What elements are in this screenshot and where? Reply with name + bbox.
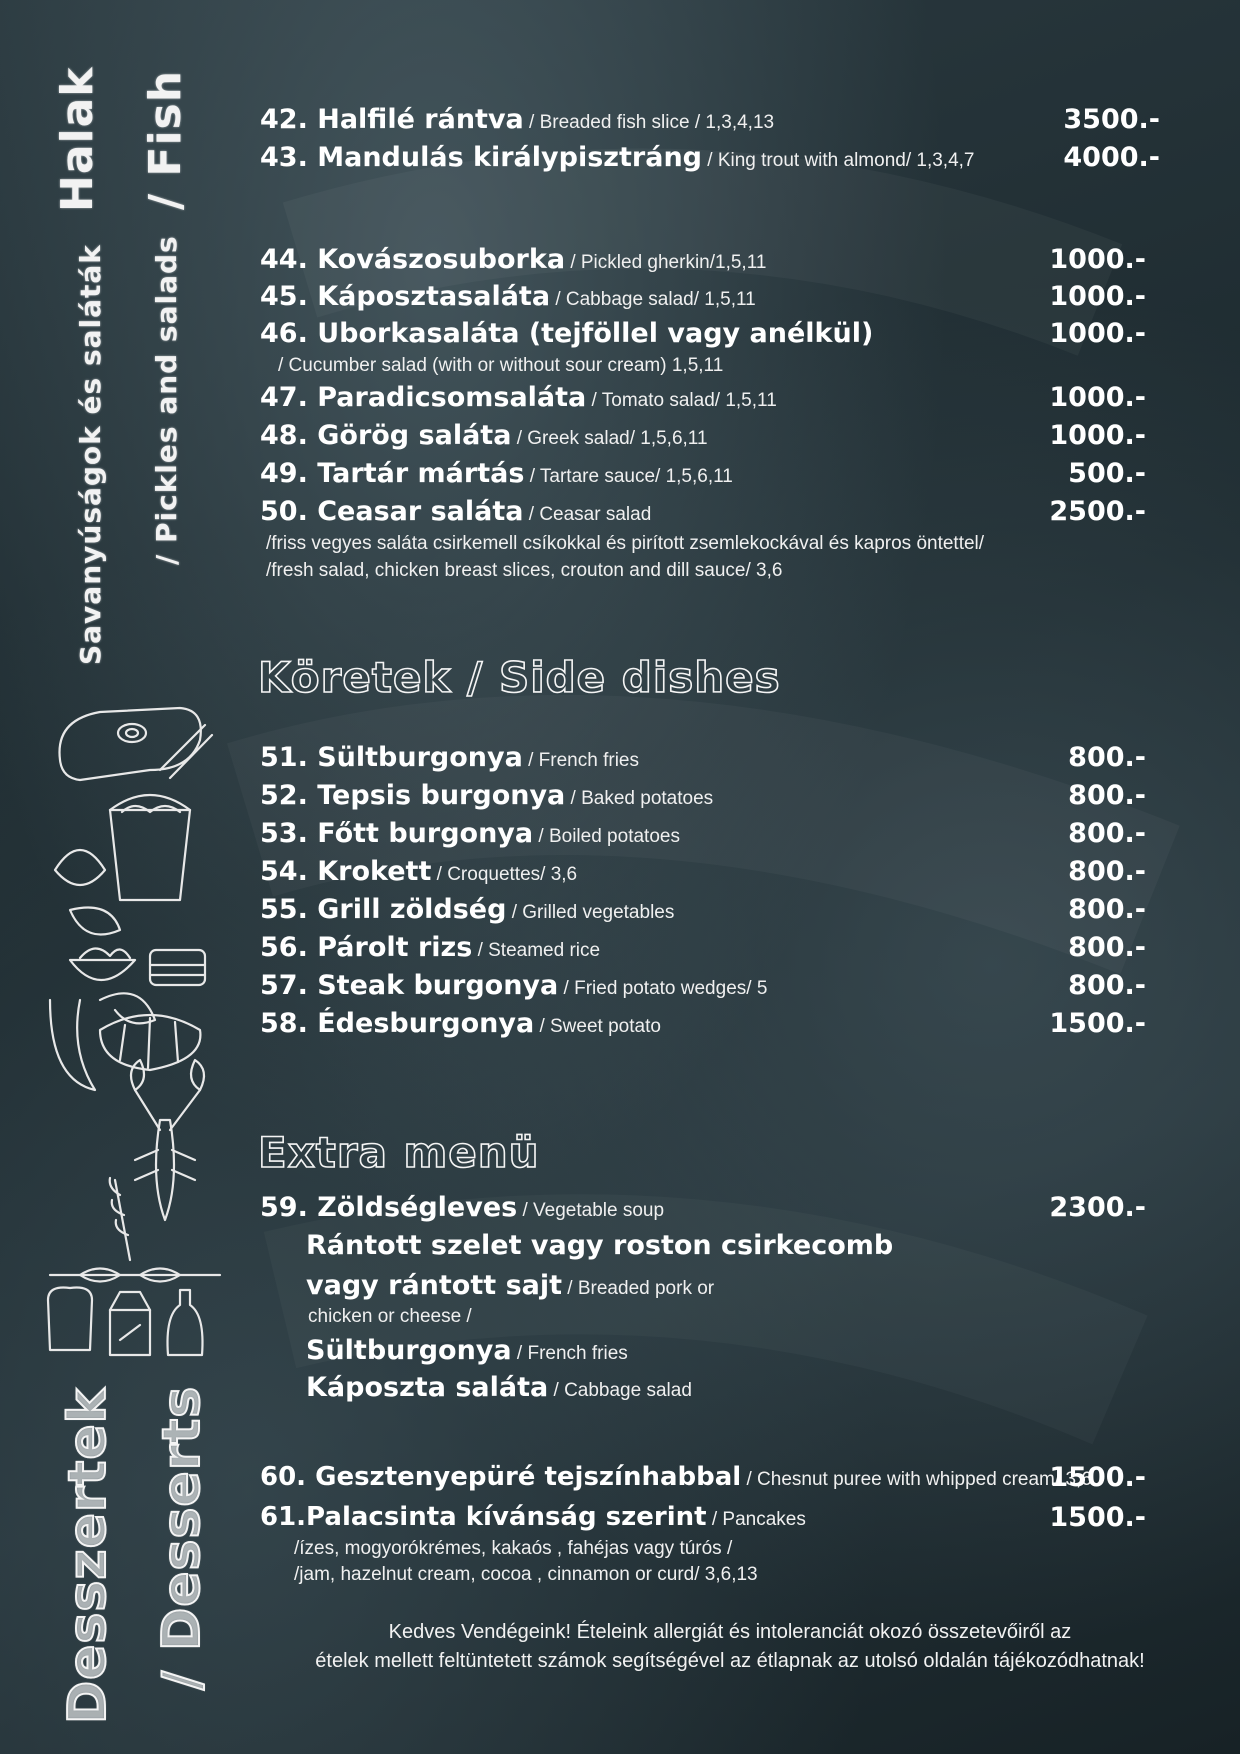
extra-fries xyxy=(306,1335,628,1366)
menu-item-59 xyxy=(260,1192,1160,1228)
item-english: / Pancakes xyxy=(706,1509,806,1530)
item-english: / Sweet potato xyxy=(534,1016,661,1037)
item-name: 55. Grill zöldség xyxy=(260,894,507,925)
extra-main-line2 xyxy=(306,1270,714,1301)
item-price: 3500.- xyxy=(1063,104,1160,135)
item-price: 1000.- xyxy=(1049,318,1146,349)
item-price: 800.- xyxy=(1068,970,1146,1001)
item-price: 800.- xyxy=(1068,818,1146,849)
item-price: 1500.- xyxy=(1049,1008,1146,1039)
item-name: 51. Sültburgonya xyxy=(260,742,523,773)
item-english: / Greek salad/ 1,5,6,11 xyxy=(511,428,708,449)
menu-item-47 xyxy=(260,382,1160,418)
item-english: / King trout with almond/ 1,3,4,7 xyxy=(702,150,975,171)
allergen-notice-line1: Kedves Vendégeink! Ételeink allergiát és intoleranciát okozó összetevőiről az xyxy=(388,1621,1072,1643)
sidebar-pickles-hu: Savanyúságok és saláták xyxy=(74,244,107,665)
menu-item-45 xyxy=(260,281,1160,317)
item-name: 42. Halfilé rántva xyxy=(260,104,524,135)
sidebar-fish-hu: Halak xyxy=(52,66,103,212)
menu-item-56 xyxy=(260,932,1160,968)
item-price: 2300.- xyxy=(1049,1192,1146,1223)
cucumber-note: / Cucumber salad (with or without sour cream) 1,5,11 xyxy=(278,355,724,376)
item-name: 50. Ceasar saláta xyxy=(260,496,524,527)
extra-main-line2-en: / Breaded pork or xyxy=(562,1278,715,1299)
item-price: 1000.- xyxy=(1049,281,1146,312)
allergen-notice-line2: ételek mellett feltüntetett számok segítségével az étlapnak az utolsó oldalán tájékozódhatnak! xyxy=(315,1650,1145,1672)
extra-cabbage-en: / Cabbage salad xyxy=(548,1380,692,1401)
item-english: / Fried potato wedges/ 5 xyxy=(558,978,768,999)
ceasar-note-hu: /friss vegyes saláta csirkemell csíkokkal és pirított zsemlekockával és kapros öntettel/ xyxy=(266,533,985,554)
item-name: 57. Steak burgonya xyxy=(260,970,559,1001)
item-price: 500.- xyxy=(1068,458,1146,489)
menu-item-60 xyxy=(260,1462,1160,1498)
item-name: 60. Gesztenyepüré tejszínhabbal xyxy=(260,1462,742,1492)
item-price: 800.- xyxy=(1068,742,1146,773)
item-english: / French fries xyxy=(522,750,639,771)
menu-item-48 xyxy=(260,420,1160,456)
item-price: 1500.- xyxy=(1049,1502,1146,1533)
item-name: 48. Görög saláta xyxy=(260,420,512,451)
item-price: 800.- xyxy=(1068,894,1146,925)
item-name: 53. Főtt burgonya xyxy=(260,818,534,849)
menu-item-50 xyxy=(260,496,1160,532)
item-english: / Chesnut puree with whipped cream/ 3,6 xyxy=(741,1469,1092,1490)
item-english: / Croquettes/ 3,6 xyxy=(431,864,578,885)
item-price: 1000.- xyxy=(1049,244,1146,275)
item-name: 59. Zöldségleves xyxy=(260,1192,518,1223)
item-english: / Vegetable soup xyxy=(517,1200,665,1221)
menu-item-43 xyxy=(260,142,1160,178)
item-english: / Pickled gherkin/1,5,11 xyxy=(565,252,767,273)
item-price: 4000.- xyxy=(1063,142,1160,173)
item-name: 43. Mandulás királypisztráng xyxy=(260,142,702,173)
menu-item-46 xyxy=(260,318,1160,354)
sidebar-desserts-hu: Desszertek xyxy=(58,1387,118,1724)
menu-item-42 xyxy=(260,104,1160,140)
item-english: / Breaded fish slice / 1,3,4,13 xyxy=(523,112,775,133)
extra-main-line2-hu: vagy rántott sajt xyxy=(306,1270,563,1301)
item-english: / Tartare sauce/ 1,5,6,11 xyxy=(524,466,733,487)
item-price: 1500.- xyxy=(1049,1462,1146,1493)
item-name: 54. Krokett xyxy=(260,856,432,887)
pancake-note-en: /jam, hazelnut cream, cocoa , cinnamon or curd/ 3,6,13 xyxy=(294,1564,758,1585)
item-name: 46. Uborkasaláta (tejföllel vagy anélkül) xyxy=(260,318,874,349)
item-price: 1000.- xyxy=(1049,382,1146,413)
menu-item-58 xyxy=(260,1008,1160,1044)
item-name: 61.Palacsinta kívánság szerint xyxy=(260,1502,707,1532)
item-english: / Ceasar salad xyxy=(523,504,652,525)
item-english: / Boiled potatoes xyxy=(533,826,680,847)
extra-main-line3: chicken or cheese / xyxy=(308,1306,472,1327)
menu-item-61 xyxy=(260,1502,1160,1538)
item-price: 2500.- xyxy=(1049,496,1146,527)
item-english: / Cabbage salad/ 1,5,11 xyxy=(550,289,756,310)
item-english: / Tomato salad/ 1,5,11 xyxy=(586,390,777,411)
menu-item-52 xyxy=(260,780,1160,816)
ceasar-note-en: /fresh salad, chicken breast slices, crouton and dill sauce/ 3,6 xyxy=(266,560,783,581)
item-english: / Baked potatoes xyxy=(565,788,714,809)
item-name: 47. Paradicsomsaláta xyxy=(260,382,587,413)
extra-cabbage xyxy=(306,1372,692,1403)
sidebar-fish-en: / Fish xyxy=(140,69,191,210)
menu-item-54 xyxy=(260,856,1160,892)
item-name: 58. Édesburgonya xyxy=(260,1008,535,1039)
item-price: 800.- xyxy=(1068,780,1146,811)
item-name: 45. Káposztasaláta xyxy=(260,281,551,312)
menu-item-55 xyxy=(260,894,1160,930)
menu-item-51 xyxy=(260,742,1160,778)
item-english: / Steamed rice xyxy=(472,940,601,961)
section-title-extra: Extra menü xyxy=(258,1128,540,1177)
allergen-notice xyxy=(280,1618,1180,1676)
pancake-note-hu: /ízes, mogyorókrémes, kakaós , fahéjas vagy túrós / xyxy=(294,1538,733,1559)
item-price: 800.- xyxy=(1068,932,1146,963)
sidebar-desserts-en: / Desserts xyxy=(152,1385,212,1690)
menu-item-53 xyxy=(260,818,1160,854)
item-name: 49. Tartár mártás xyxy=(260,458,525,489)
menu-item-49 xyxy=(260,458,1160,494)
item-name: 44. Kovászosuborka xyxy=(260,244,566,275)
item-english: / Grilled vegetables xyxy=(506,902,675,923)
extra-cabbage-hu: Káposzta saláta xyxy=(306,1372,549,1403)
item-price: 800.- xyxy=(1068,856,1146,887)
menu-item-44 xyxy=(260,244,1160,280)
item-name: 52. Tepsis burgonya xyxy=(260,780,566,811)
item-price: 1000.- xyxy=(1049,420,1146,451)
sidebar-pickles-en: / Pickles and salads xyxy=(150,235,183,565)
extra-fries-hu: Sültburgonya xyxy=(306,1335,512,1366)
section-title-sides: Köretek / Side dishes xyxy=(258,653,781,702)
extra-fries-en: / French fries xyxy=(511,1343,628,1364)
menu-item-57 xyxy=(260,970,1160,1006)
item-name: 56. Párolt rizs xyxy=(260,932,473,963)
extra-main-line1: Rántott szelet vagy roston csirkecomb xyxy=(306,1230,894,1261)
